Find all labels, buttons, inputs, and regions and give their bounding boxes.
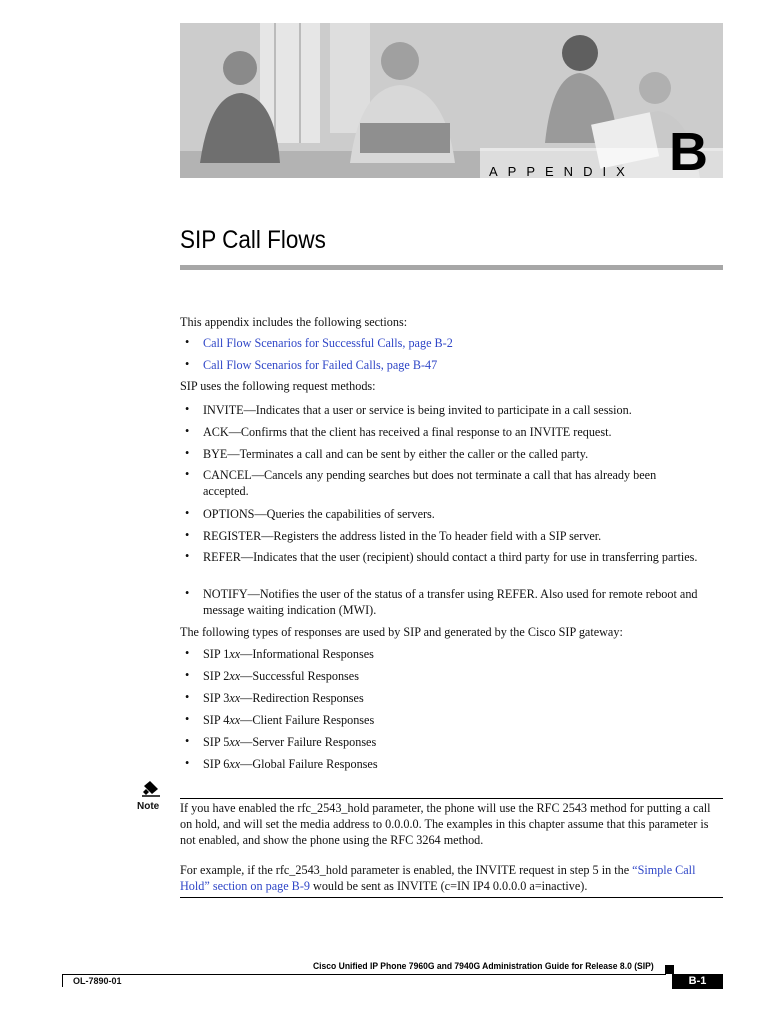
- bullet: •: [185, 549, 190, 563]
- bullet: •: [185, 756, 190, 770]
- method-notify: NOTIFY—Notifies the user of the status of a transfer using REFER. Also used for remote reboot and message waiting indication (MWI).: [203, 587, 698, 617]
- footer-guide-title: Cisco Unified IP Phone 7960G and 7940G Administration Guide for Release 8.0 (SIP): [313, 961, 654, 971]
- bullet: •: [185, 402, 190, 416]
- method-bye: BYE—Terminates a call and can be sent by either the caller or the called party.: [203, 447, 589, 461]
- footer-marker: [665, 965, 674, 974]
- response-6xx: SIP 6xx—Global Failure Responses: [203, 757, 378, 771]
- note-paragraph: If you have enabled the rfc_2543_hold parameter, the phone will use the RFC 2543 method for putting a call on hold, and will set the media address to 0.0.0.0. The examples in this chapter assume that this parameter is not enabled, and show the phone using the RFC 3264 method.: [180, 801, 711, 847]
- bullet: •: [185, 734, 190, 748]
- page-title: SIP Call Flows: [180, 226, 326, 254]
- response-2xx: SIP 2xx—Successful Responses: [203, 669, 359, 683]
- office-photo-illustration: [180, 23, 723, 178]
- bullet: •: [185, 506, 190, 520]
- method-refer: REFER—Indicates that the user (recipient) should contact a third party for use in transferring parties.: [203, 550, 698, 564]
- method-options: OPTIONS—Queries the capabilities of servers.: [203, 507, 435, 521]
- bullet: •: [185, 712, 190, 726]
- section-link-successful[interactable]: Call Flow Scenarios for Successful Calls, page B-2: [203, 336, 453, 350]
- note-top-rule: [180, 798, 723, 799]
- footer-doc-number: OL-7890-01: [73, 976, 122, 986]
- bullet: •: [185, 528, 190, 542]
- note-bottom-rule: [180, 897, 723, 898]
- footer-page-number: B-1: [672, 974, 723, 989]
- response-3xx: SIP 3xx—Redirection Responses: [203, 691, 364, 705]
- response-5xx: SIP 5xx—Server Failure Responses: [203, 735, 377, 749]
- pencil-note-icon: [141, 778, 161, 798]
- bullet: •: [185, 424, 190, 438]
- note-label: Note: [137, 801, 160, 812]
- response-intro-text: The following types of responses are used by SIP and generated by the Cisco SIP gateway:: [180, 625, 623, 639]
- bullet: •: [185, 335, 190, 349]
- method-ack: ACK—Confirms that the client has received a final response to an INVITE request.: [203, 425, 612, 439]
- bullet: •: [185, 690, 190, 704]
- response-4xx: SIP 4xx—Client Failure Responses: [203, 713, 375, 727]
- bullet: •: [185, 446, 190, 460]
- request-intro-text: SIP uses the following request methods:: [180, 379, 376, 393]
- footer-tick: [62, 974, 63, 987]
- method-invite: INVITE—Indicates that a user or service is being invited to participate in a call session.: [203, 403, 632, 417]
- bullet: •: [185, 668, 190, 682]
- section-link-failed[interactable]: Call Flow Scenarios for Failed Calls, page B-47: [203, 358, 438, 372]
- bullet: •: [185, 646, 190, 660]
- title-rule: [180, 265, 723, 270]
- method-cancel: CANCEL—Cancels any pending searches but does not terminate a call that has already been accepted.: [203, 468, 657, 498]
- appendix-letter: B: [669, 122, 708, 182]
- note-example-paragraph: For example, if the rfc_2543_hold parameter is enabled, the INVITE request in step 5 in the “Simple Call Hold” section on page B-9 would be sent as INVITE (c=IN IP4 0.0.0.0 a=inactive).: [180, 863, 696, 893]
- method-register: REGISTER—Registers the address listed in the To header field with a SIP server.: [203, 529, 602, 543]
- bullet: •: [185, 467, 190, 481]
- footer-rule: [62, 974, 666, 975]
- bullet: •: [185, 357, 190, 371]
- simple-call-hold-link[interactable]: “Simple Call Hold” section on page B-9: [180, 863, 696, 893]
- appendix-label: APPENDIX: [489, 164, 635, 179]
- header-photo: [180, 23, 723, 178]
- bullet: •: [185, 586, 190, 600]
- response-1xx: SIP 1xx—Informational Responses: [203, 647, 374, 661]
- intro-text: This appendix includes the following sections:: [180, 315, 408, 329]
